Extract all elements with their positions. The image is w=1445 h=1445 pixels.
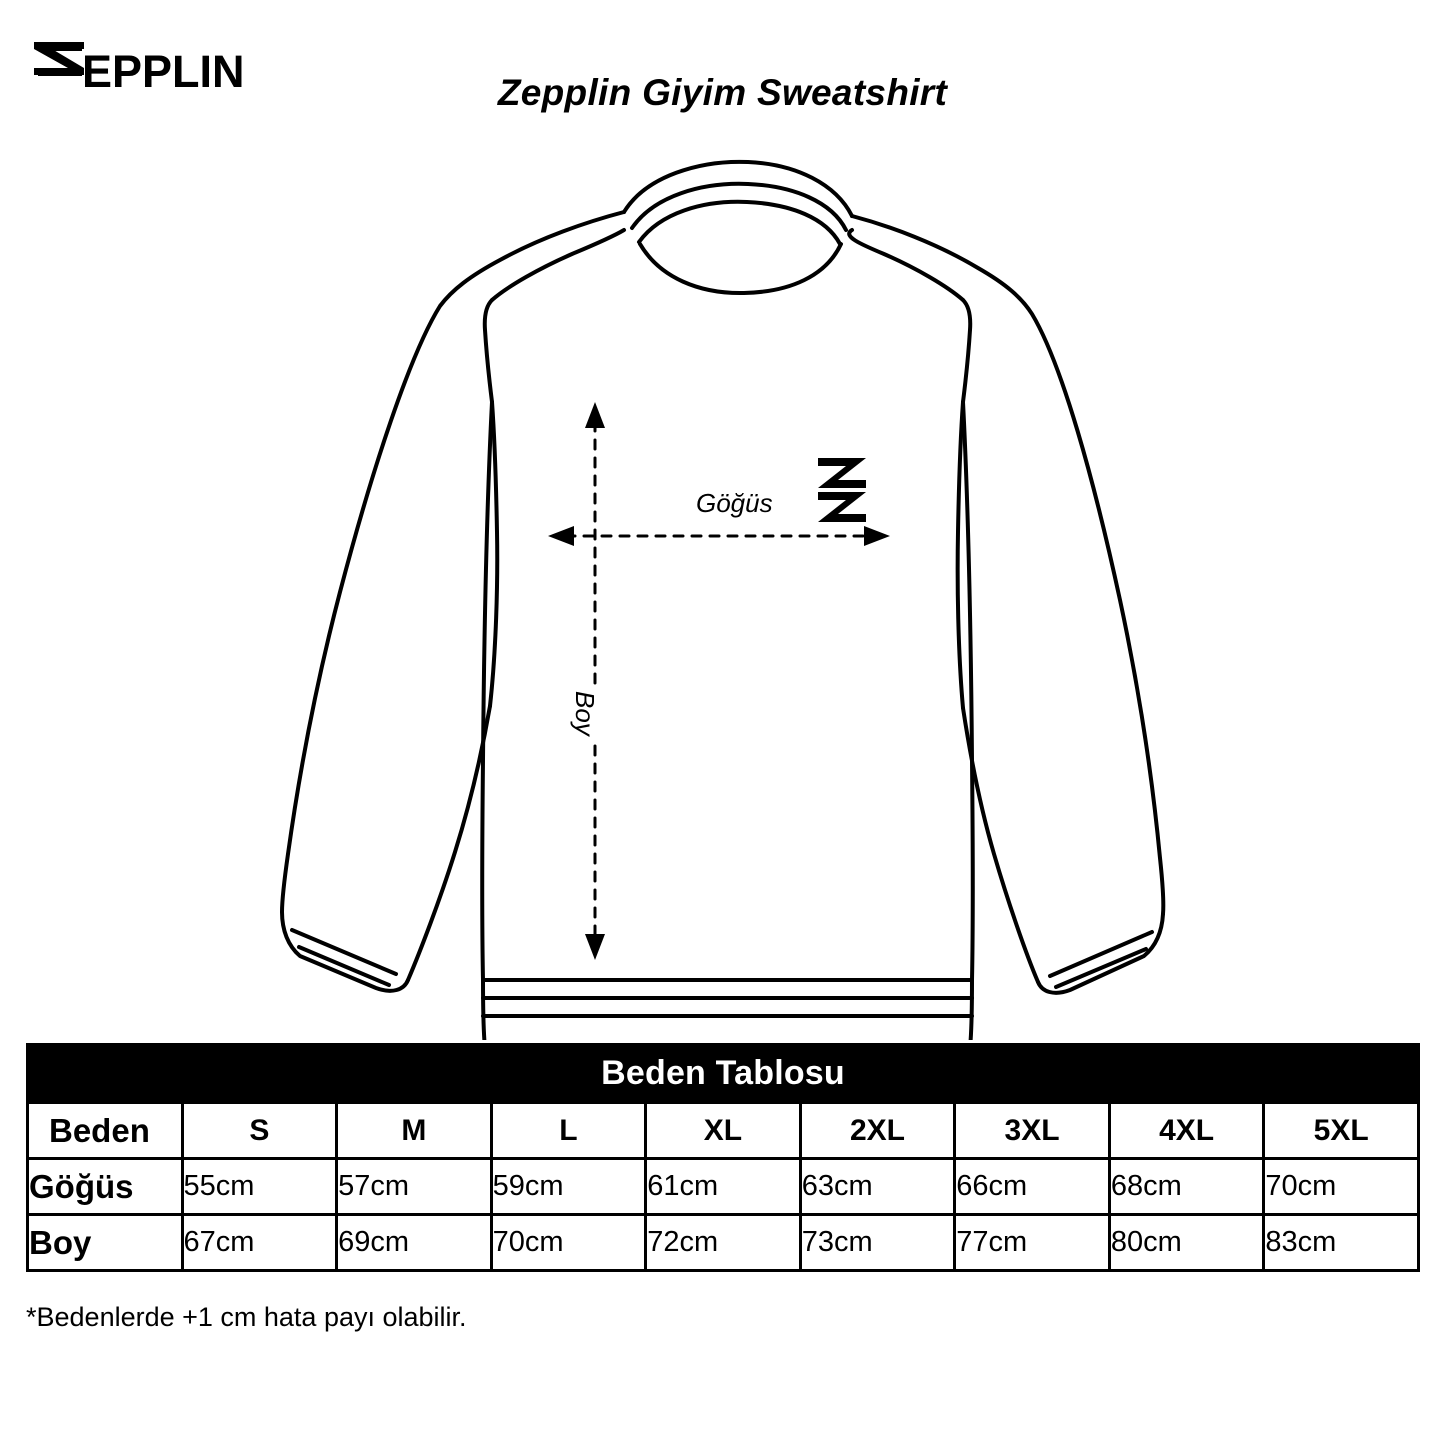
header-cell-5xl: 5XL: [1264, 1103, 1419, 1159]
size-table-wrapper: [26, 1043, 1420, 1272]
header-cell-beden: Beden: [28, 1103, 183, 1159]
cell-boy-m: 69cm: [337, 1215, 492, 1271]
length-measure-label: Boy: [569, 685, 600, 742]
size-table-title: Beden Tablosu: [28, 1045, 1419, 1103]
brand-logo-text: EPPLIN: [82, 45, 245, 97]
page-title-bold: Sweatshirt: [757, 72, 948, 113]
footnote: *Bedenlerde +1 cm hata payı olabilir.: [26, 1302, 467, 1332]
table-title-row: [28, 1045, 1419, 1103]
cell-boy-l: 70cm: [491, 1215, 646, 1271]
cell-gogus-5xl: 70cm: [1264, 1159, 1419, 1215]
cell-gogus-l: 59cm: [491, 1159, 646, 1215]
row-label-gogus: Göğüs: [28, 1159, 183, 1215]
page-title-light: Zepplin Giyim: [497, 72, 757, 113]
header-cell-3xl: 3XL: [955, 1103, 1110, 1159]
header-cell-2xl: 2XL: [800, 1103, 955, 1159]
page-header: [0, 0, 1445, 140]
header-cell-l: L: [491, 1103, 646, 1159]
cell-gogus-2xl: 63cm: [800, 1159, 955, 1215]
table-row: [28, 1159, 1419, 1215]
cell-gogus-m: 57cm: [337, 1159, 492, 1215]
page-title: [0, 72, 1445, 114]
header-cell-xl: XL: [646, 1103, 801, 1159]
size-table: [26, 1043, 1420, 1272]
cell-gogus-4xl: 68cm: [1109, 1159, 1264, 1215]
sweatshirt-drawing: [0, 140, 1445, 1040]
chest-measure-label: Göğüs: [690, 488, 779, 519]
cell-boy-3xl: 77cm: [955, 1215, 1110, 1271]
cell-boy-5xl: 83cm: [1264, 1215, 1419, 1271]
cell-boy-4xl: 80cm: [1109, 1215, 1264, 1271]
table-header-row: [28, 1103, 1419, 1159]
row-label-boy: Boy: [28, 1215, 183, 1271]
cell-gogus-xl: 61cm: [646, 1159, 801, 1215]
header-cell-m: M: [337, 1103, 492, 1159]
cell-gogus-s: 55cm: [182, 1159, 337, 1215]
cell-boy-2xl: 73cm: [800, 1215, 955, 1271]
cell-boy-xl: 72cm: [646, 1215, 801, 1271]
sweatshirt-illustration: [0, 140, 1445, 1040]
header-cell-s: S: [182, 1103, 337, 1159]
table-row: [28, 1215, 1419, 1271]
cell-gogus-3xl: 66cm: [955, 1159, 1110, 1215]
header-cell-4xl: 4XL: [1109, 1103, 1264, 1159]
cell-boy-s: 67cm: [182, 1215, 337, 1271]
